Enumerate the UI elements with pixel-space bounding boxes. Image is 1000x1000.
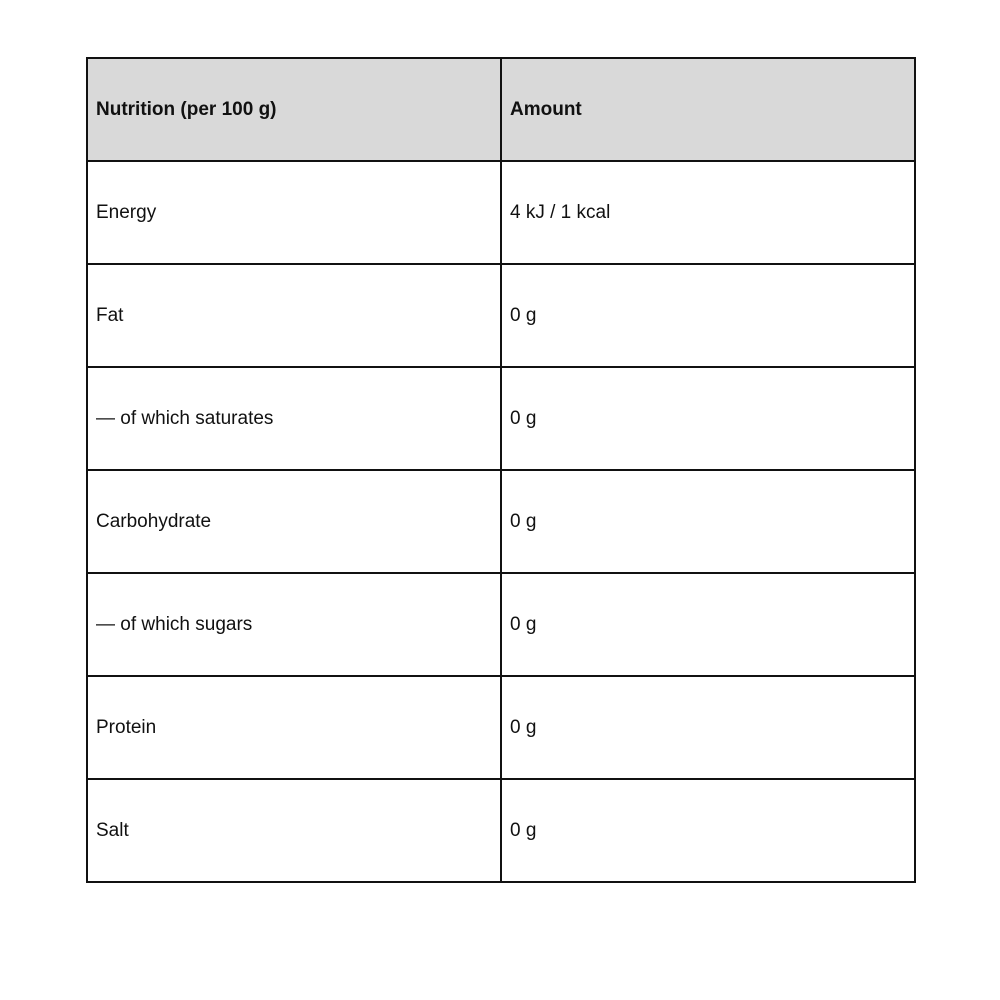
table-header bbox=[87, 58, 915, 161]
header-nutrient: Nutrition (per 100 g) bbox=[87, 58, 501, 161]
amount-cell: 0 g bbox=[501, 573, 915, 676]
table-row-sugars bbox=[87, 573, 915, 676]
amount-cell: 4 kJ / 1 kcal bbox=[501, 161, 915, 264]
nutrient-cell: Protein bbox=[87, 676, 501, 779]
table-row-salt bbox=[87, 779, 915, 882]
amount-cell: 0 g bbox=[501, 676, 915, 779]
table-row-protein bbox=[87, 676, 915, 779]
table-body bbox=[87, 161, 915, 882]
amount-cell: 0 g bbox=[501, 264, 915, 367]
nutrient-cell: Energy bbox=[87, 161, 501, 264]
table-row-fat bbox=[87, 264, 915, 367]
header-amount: Amount bbox=[501, 58, 915, 161]
nutrient-cell: Salt bbox=[87, 779, 501, 882]
amount-cell: 0 g bbox=[501, 367, 915, 470]
amount-cell: 0 g bbox=[501, 470, 915, 573]
table-row-energy bbox=[87, 161, 915, 264]
nutrient-cell: Carbohydrate bbox=[87, 470, 501, 573]
table-row-saturates bbox=[87, 367, 915, 470]
amount-cell: 0 g bbox=[501, 779, 915, 882]
nutrient-cell: — of which saturates bbox=[87, 367, 501, 470]
header-row bbox=[87, 58, 915, 161]
nutrient-cell: — of which sugars bbox=[87, 573, 501, 676]
nutrient-cell: Fat bbox=[87, 264, 501, 367]
table-row-carbohydrate bbox=[87, 470, 915, 573]
nutrition-table bbox=[86, 57, 916, 883]
